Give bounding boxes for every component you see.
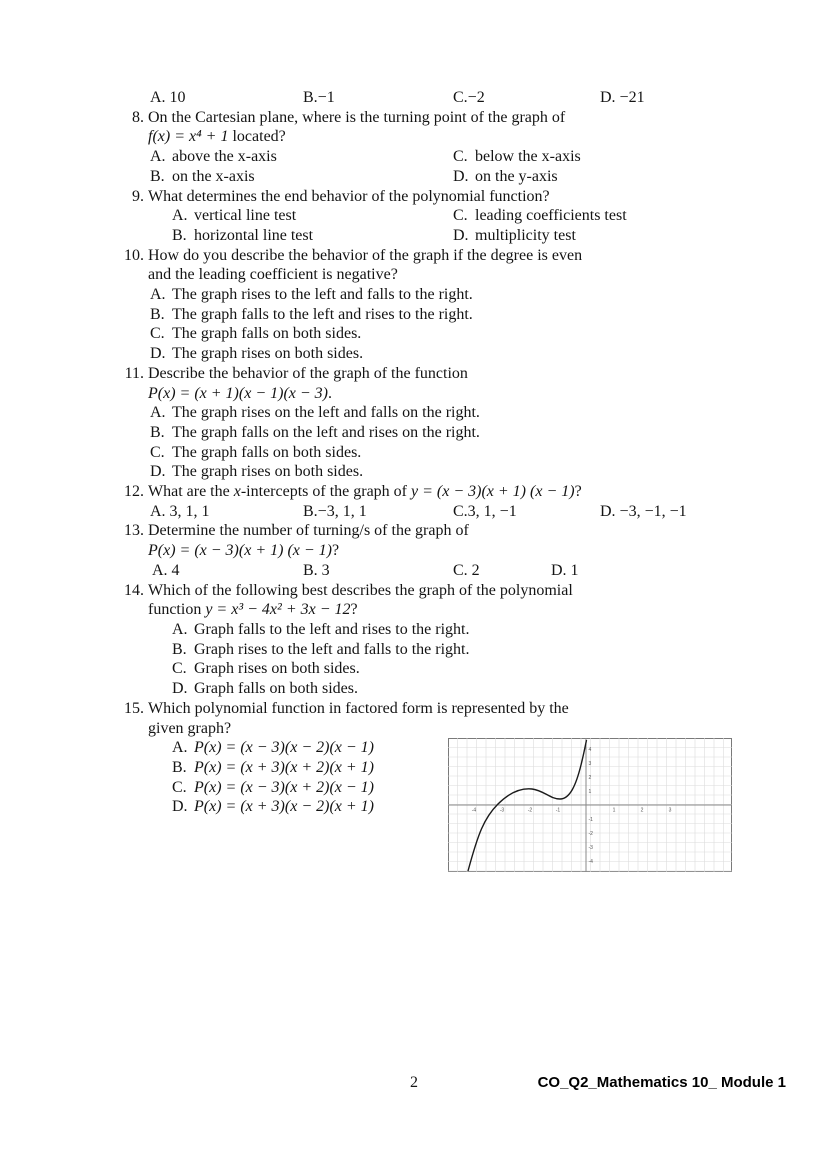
question-stem: f(x) = x⁴ + 1 located? xyxy=(148,128,286,146)
math-expression: y = (x − 3)(x + 1) (x − 1) xyxy=(411,483,575,501)
option-letter: D. xyxy=(150,345,166,363)
question-number: 10. xyxy=(124,246,144,264)
answer-option: A. 4 xyxy=(152,561,180,579)
option-text: Graph falls on both sides. xyxy=(194,680,358,698)
options-group xyxy=(150,502,733,522)
option-text: on the x-axis xyxy=(172,167,255,185)
option-letter: B. xyxy=(172,640,187,658)
options-group xyxy=(150,88,733,108)
option-text: horizontal line test xyxy=(194,226,314,244)
answer-option: B.−1 xyxy=(303,89,335,106)
answer-option xyxy=(150,167,453,187)
question-number: 8. xyxy=(132,108,144,126)
svg-text:-2: -2 xyxy=(588,830,593,837)
answer-option xyxy=(150,324,733,344)
math-expression: x xyxy=(233,483,241,501)
math-expression: P(x) = (x + 3)(x − 2)(x + 1) xyxy=(194,798,374,816)
answer-option xyxy=(150,147,453,167)
answer-option xyxy=(453,167,733,187)
svg-text:3: 3 xyxy=(588,760,592,767)
svg-text:1: 1 xyxy=(612,807,616,814)
options-group xyxy=(148,403,733,482)
question-stem: P(x) = (x + 1)(x − 1)(x − 3). xyxy=(148,384,332,402)
questions-list xyxy=(119,108,733,875)
option-letter: C. xyxy=(150,325,165,343)
options-group xyxy=(148,285,733,364)
option-letter: C. xyxy=(150,443,165,461)
option-letter: D. xyxy=(150,463,166,481)
answer-option: B. 3 xyxy=(303,561,330,579)
question-number: 12. xyxy=(124,483,144,501)
question-number: 14. xyxy=(124,581,144,599)
options-group xyxy=(150,147,733,186)
question xyxy=(119,699,733,875)
options-group xyxy=(172,206,733,245)
svg-text:-3: -3 xyxy=(588,844,593,851)
question xyxy=(119,364,733,482)
page-number: 2 xyxy=(410,1074,418,1091)
option-text: above the x-axis xyxy=(172,148,277,166)
math-expression: f(x) = x⁴ + 1 xyxy=(148,128,229,146)
option-letter: A. xyxy=(150,286,166,304)
math-expression: P(x) = (x − 3)(x − 2)(x − 1) xyxy=(194,739,374,757)
option-text: Graph rises to the left and falls to the right. xyxy=(194,640,470,658)
document-content xyxy=(119,88,733,875)
svg-text:-4: -4 xyxy=(588,858,593,865)
option-text xyxy=(194,798,374,815)
svg-text:2: 2 xyxy=(588,774,592,781)
answer-option xyxy=(150,285,733,305)
answer-option xyxy=(172,206,453,226)
option-letter: C. xyxy=(172,778,187,796)
svg-text:2: 2 xyxy=(640,807,644,814)
options-group xyxy=(148,620,733,699)
option-letter: C. xyxy=(453,207,468,225)
answer-option xyxy=(150,344,733,364)
svg-text:-3: -3 xyxy=(499,807,505,814)
option-text xyxy=(194,739,374,756)
answer-option xyxy=(172,620,733,640)
question-stem: P(x) = (x − 3)(x + 1) (x − 1)? xyxy=(148,542,340,560)
option-letter: D. xyxy=(172,680,188,698)
answer-option xyxy=(150,443,733,463)
option-text: Graph rises on both sides. xyxy=(194,660,360,678)
option-letter: B. xyxy=(150,423,165,441)
answer-option: D. −3, −1, −1 xyxy=(600,502,687,520)
option-text: on the y-axis xyxy=(475,167,558,185)
answer-option: A. 10 xyxy=(150,89,186,106)
footer-module-label: CO_Q2_Mathematics 10_ Module 1 xyxy=(537,1074,786,1091)
options-group xyxy=(152,561,733,581)
option-letter: B. xyxy=(172,226,187,244)
option-text: leading coefficients test xyxy=(475,207,627,225)
math-expression: P(x) = (x − 3)(x + 2)(x − 1) xyxy=(194,778,374,796)
answer-option xyxy=(172,226,453,246)
option-letter: A. xyxy=(150,404,166,422)
option-letter: D. xyxy=(453,226,469,244)
question-stem: 15. Which polynomial function in factored form is represented by the xyxy=(148,699,733,719)
option-text: The graph rises to the left and falls to the right. xyxy=(172,286,473,304)
option-letter: D. xyxy=(453,167,469,185)
svg-text:-1: -1 xyxy=(588,816,593,823)
question-stem: 8. On the Cartesian plane, where is the turning point of the graph of xyxy=(148,108,733,128)
answer-option: D. 1 xyxy=(551,561,579,579)
answer-option: B.−3, 1, 1 xyxy=(303,502,367,520)
question xyxy=(119,246,733,364)
math-expression: P(x) = (x − 3)(x + 1) (x − 1) xyxy=(148,542,332,560)
answer-option: D. −21 xyxy=(600,89,645,106)
question-stem: 14. Which of the following best describes the graph of the polynomial xyxy=(148,581,733,601)
option-text: The graph rises on both sides. xyxy=(172,463,364,481)
math-expression: y = x³ − 4x² + 3x − 12 xyxy=(205,601,351,619)
svg-text:4: 4 xyxy=(588,746,592,753)
answer-option xyxy=(150,423,733,443)
answer-option: C.3, 1, −1 xyxy=(453,502,517,520)
answer-option xyxy=(150,462,733,482)
answer-option: C. 2 xyxy=(453,561,480,579)
question-number: 9. xyxy=(132,187,144,205)
option-letter: B. xyxy=(150,305,165,323)
answer-option xyxy=(150,403,733,423)
option-text: The graph falls on the left and rises on the right. xyxy=(172,423,480,441)
question-stem: given graph? xyxy=(148,719,232,737)
option-letter: B. xyxy=(172,758,187,776)
question xyxy=(119,482,733,521)
option-letter: B. xyxy=(150,167,165,185)
svg-text:3: 3 xyxy=(668,807,672,814)
question-number: 15. xyxy=(124,699,144,717)
page-footer xyxy=(0,1074,828,1098)
option-text: below the x-axis xyxy=(475,148,581,166)
option-text: vertical line test xyxy=(194,207,297,225)
svg-text:-1: -1 xyxy=(555,807,561,814)
question xyxy=(119,187,733,246)
option-text: The graph falls on both sides. xyxy=(172,443,362,461)
answer-option xyxy=(172,659,733,679)
svg-text:-4: -4 xyxy=(471,807,477,814)
option-letter: C. xyxy=(453,148,468,166)
question-stem: 12. What are the x-intercepts of the graph of y = (x − 3)(x + 1) (x − 1)? xyxy=(148,482,733,502)
option-text: Graph falls to the left and rises to the right. xyxy=(194,620,470,638)
option-text: The graph rises on both sides. xyxy=(172,345,364,363)
option-text xyxy=(194,759,374,776)
question-stem: 9. What determines the end behavior of the polynomial function? xyxy=(148,187,733,207)
svg-text:1: 1 xyxy=(588,788,592,795)
option-text: The graph rises on the left and falls on the right. xyxy=(172,404,480,422)
answer-option: C.−2 xyxy=(453,89,485,106)
question-number: 11. xyxy=(124,364,144,382)
answer-option xyxy=(172,679,733,699)
math-expression: P(x) = (x + 3)(x + 2)(x + 1) xyxy=(194,758,374,776)
question-stem: function y = x³ − 4x² + 3x − 12? xyxy=(148,601,358,619)
question xyxy=(119,108,733,187)
question-stem: 11. Describe the behavior of the graph of the function xyxy=(148,364,733,384)
option-letter: C. xyxy=(172,660,187,678)
option-letter: A. xyxy=(172,620,188,638)
svg-text:-2: -2 xyxy=(527,807,533,814)
question-number: 13. xyxy=(124,522,144,540)
option-text xyxy=(194,779,374,796)
option-text: The graph falls on both sides. xyxy=(172,325,362,343)
answer-option xyxy=(453,147,733,167)
answer-option: A. 3, 1, 1 xyxy=(150,502,210,520)
question-stem: 13. Determine the number of turning/s of the graph of xyxy=(148,521,733,541)
math-expression: P(x) = (x + 1)(x − 1)(x − 3) xyxy=(148,384,328,402)
question xyxy=(119,581,733,699)
option-letter: D. xyxy=(172,798,188,816)
answer-option xyxy=(453,226,733,246)
option-letter: A. xyxy=(172,207,188,225)
question-stem: and the leading coefficient is negative? xyxy=(148,266,398,284)
option-text: multiplicity test xyxy=(475,226,576,244)
answer-option xyxy=(172,640,733,660)
answer-option xyxy=(150,305,733,325)
question xyxy=(119,521,733,580)
option-letter: A. xyxy=(172,739,188,757)
option-text: The graph falls to the left and rises to the right. xyxy=(172,305,473,323)
polynomial-graph-figure xyxy=(448,738,732,872)
answer-option xyxy=(453,206,733,226)
carryover-options-row xyxy=(119,88,733,108)
question-stem: 10. How do you describe the behavior of the graph if the degree is even xyxy=(148,246,733,266)
option-letter: A. xyxy=(150,148,166,166)
